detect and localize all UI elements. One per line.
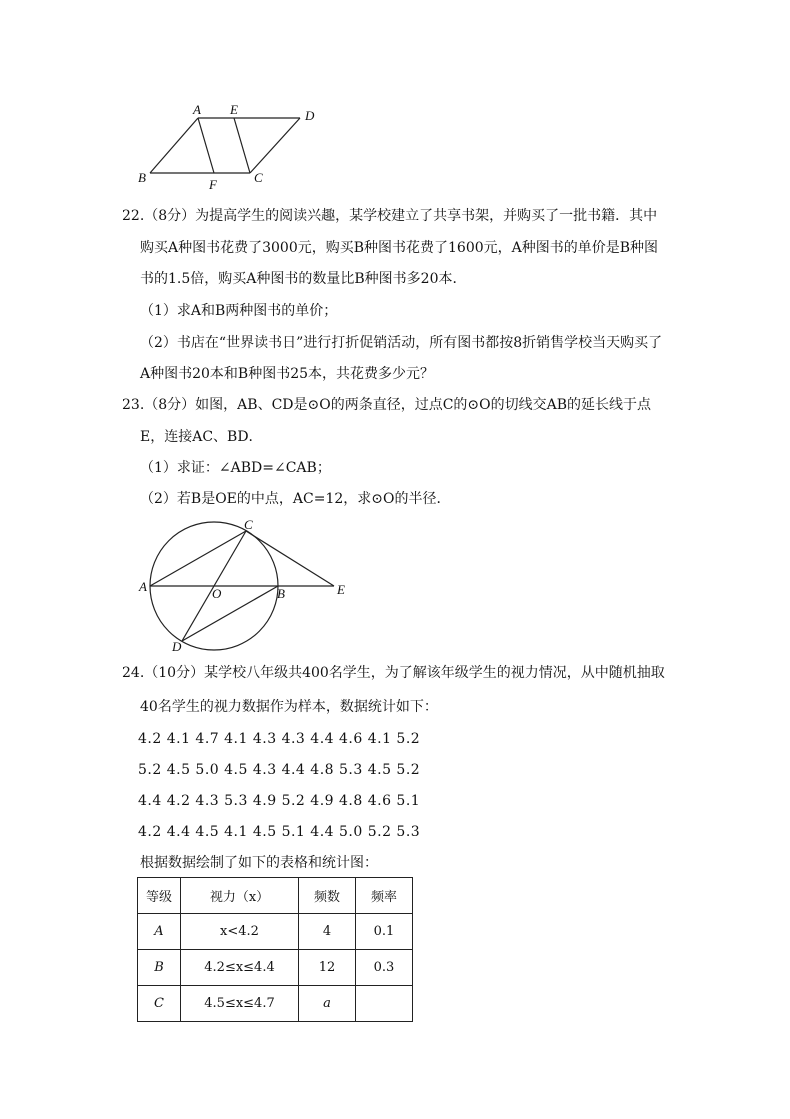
table-cell: 0.3 (356, 950, 413, 986)
label-D: D (305, 108, 315, 123)
chord-BD (182, 586, 278, 641)
table-cell: 4.2≤x≤4.4 (181, 950, 299, 986)
label-A: A (139, 579, 147, 594)
table-cell: B (138, 950, 181, 986)
q22-line3: 书的1.5倍，购买A种图书的数量比B种图书多20本． (140, 271, 467, 287)
label-B: B (138, 170, 146, 185)
table-cell: 12 (299, 950, 356, 986)
q24-heading: 24.（10分）某学校八年级共400名学生，为了解该年级学生的视力情况，从中随机抽取 (122, 665, 665, 681)
label-E: E (230, 102, 238, 117)
data-row: 4.2 4.4 4.5 4.1 4.5 5.1 4.4 5.0 5.2 5.3 (138, 824, 421, 840)
table-row (138, 950, 413, 986)
table-cell: 4.5≤x≤4.7 (181, 986, 299, 1022)
q22-heading: 22.（8分）为提高学生的阅读兴趣，某学校建立了共享书架，并购买了一批书籍．其中 (122, 208, 658, 224)
data-row: 5.2 4.5 5.0 4.5 4.3 4.4 4.8 5.3 4.5 5.2 (138, 762, 421, 778)
label-C: C (254, 170, 263, 185)
q22-part1: （1）求A和B两种图书的单价； (140, 303, 338, 319)
table-row (138, 986, 413, 1022)
q23-heading: 23.（8分）如图，AB、CD是⊙O的两条直径，过点C的⊙O的切线交AB的延长线于点 (122, 397, 652, 413)
header-cell: 等级 (138, 878, 181, 914)
table-cell: A (138, 914, 181, 950)
data-row: 4.2 4.1 4.7 4.1 4.3 4.3 4.4 4.6 4.1 5.2 (138, 731, 421, 747)
label-A: A (193, 102, 201, 117)
q23-part2: （2）若B是OE的中点，AC=12，求⊙O的半径． (140, 491, 451, 507)
table-intro: 根据数据绘制了如下的表格和统计图： (140, 855, 378, 871)
header-cell: 视力（x） (181, 878, 299, 914)
q24-line2: 40名学生的视力数据作为样本，数据统计如下： (140, 699, 438, 715)
table-header-row (138, 878, 413, 914)
table-cell: 4 (299, 914, 356, 950)
table-cell: x<4.2 (181, 914, 299, 950)
label-C: C (244, 517, 253, 532)
label-F: F (209, 177, 217, 192)
q23-part1: （1）求证：∠ABD=∠CAB； (140, 460, 331, 476)
tangent-CE (246, 531, 334, 586)
label-E: E (337, 582, 345, 597)
table-row (138, 914, 413, 950)
chord-AC (150, 531, 246, 586)
table-cell (356, 986, 413, 1022)
label-D: D (172, 639, 182, 654)
q22-part2-line1: （2）书店在“世界读书日”进行打折促销活动，所有图书都按8折销售学校当天购买了 (140, 335, 663, 351)
header-cell: 频数 (299, 878, 356, 914)
q22-part2-line2: A种图书20本和B种图书25本，共花费多少元？ (140, 366, 435, 382)
table-cell: C (138, 986, 181, 1022)
table-cell: a (299, 986, 356, 1022)
label-B: B (277, 586, 285, 601)
q22-line2: 购买A种图书花费了3000元，购买B种图书花费了1600元，A种图书的单价是B种图 (140, 240, 659, 256)
label-O: O (212, 586, 222, 601)
q23-line2: E，连接AC、BD． (140, 429, 263, 445)
data-row: 4.4 4.2 4.3 5.3 4.9 5.2 4.9 4.8 4.6 5.1 (138, 793, 421, 809)
table-cell: 0.1 (356, 914, 413, 950)
vision-grade-table (137, 877, 413, 1022)
header-cell: 频率 (356, 878, 413, 914)
